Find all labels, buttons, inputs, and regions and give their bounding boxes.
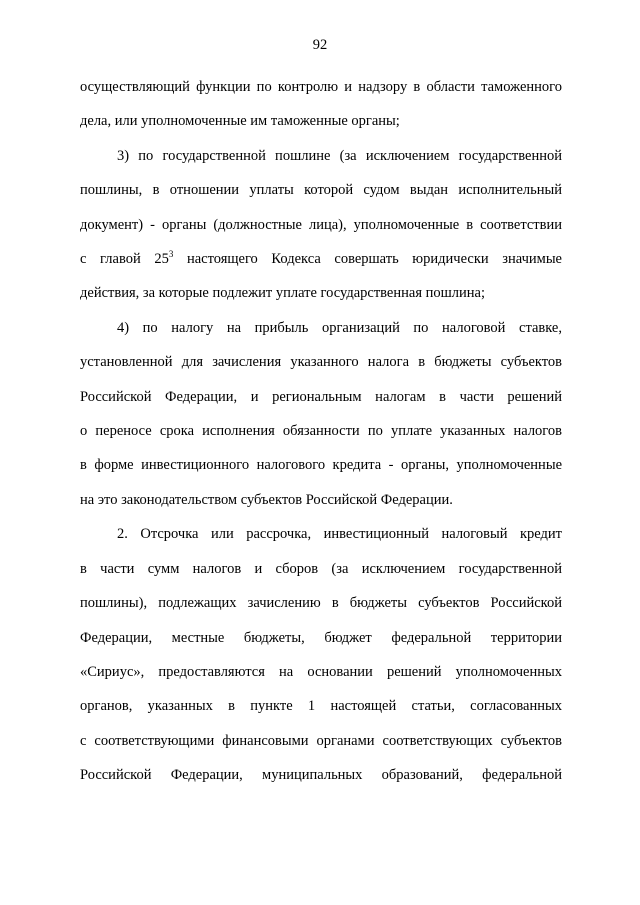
paragraph-item-2 [80, 517, 562, 792]
text-line: пошлины), подлежащих зачислению в бюджеты субъектов Российской [80, 595, 562, 612]
text-line: «Сириус», предоставляются на основании решений уполномоченных [80, 663, 562, 680]
text-line: Российской Федерации, и региональным налогам в части решений [80, 388, 562, 405]
text-line: пошлины, в отношении уплаты которой судом выдан исполнительный [80, 182, 562, 199]
text-line: осуществляющий функции по контролю и надзору в области таможенного [80, 79, 562, 95]
document-body [80, 70, 562, 793]
text-line: установленной для зачисления указанного налога в бюджеты субъектов [80, 354, 562, 371]
paragraph-item-4 [80, 311, 562, 517]
text-line: о переносе срока исполнения обязанности по уплате указанных налогов [80, 423, 562, 440]
text-line: 2. Отсрочка или рассрочка, инвестиционный налоговый кредит [117, 526, 562, 543]
text-line: 4) по налогу на прибыль организаций по налоговой ставке, [117, 319, 562, 336]
text-line: 3) по государственной пошлине (за исключением государственной [117, 147, 562, 164]
text-line: документ) - органы (должностные лица), уполномоченные в соответствии [80, 216, 562, 233]
text-line: в форме инвестиционного налогового кредита - органы, уполномоченные [80, 457, 562, 474]
text-line: органов, указанных в пункте 1 настоящей статьи, согласованных [80, 698, 562, 715]
paragraph-item-3 [80, 139, 562, 311]
text-line: с соответствующими финансовыми органами соответствующих субъектов [80, 732, 562, 749]
text-line: на это законодательством субъектов Российской Федерации. [80, 491, 453, 508]
text-line: дела, или уполномоченные им таможенные органы; [80, 113, 400, 130]
text-line: в части сумм налогов и сборов (за исключением государственной [80, 560, 562, 577]
paragraph-continuation [80, 70, 562, 139]
page-number: 92 [312, 37, 328, 53]
text-line: Федерации, местные бюджеты, бюджет федеральной территории [80, 629, 562, 646]
text-fragment: с главой 25 [80, 251, 169, 268]
text-fragment: настоящего Кодекса совершать юридически значимые [173, 251, 562, 268]
text-line: действия, за которые подлежит уплате государственная пошлина; [80, 285, 486, 302]
superscript: 3 [168, 249, 174, 260]
text-line-with-superscript [80, 242, 562, 276]
text-line: Российской Федерации, муниципальных образований, федеральной [80, 767, 562, 784]
